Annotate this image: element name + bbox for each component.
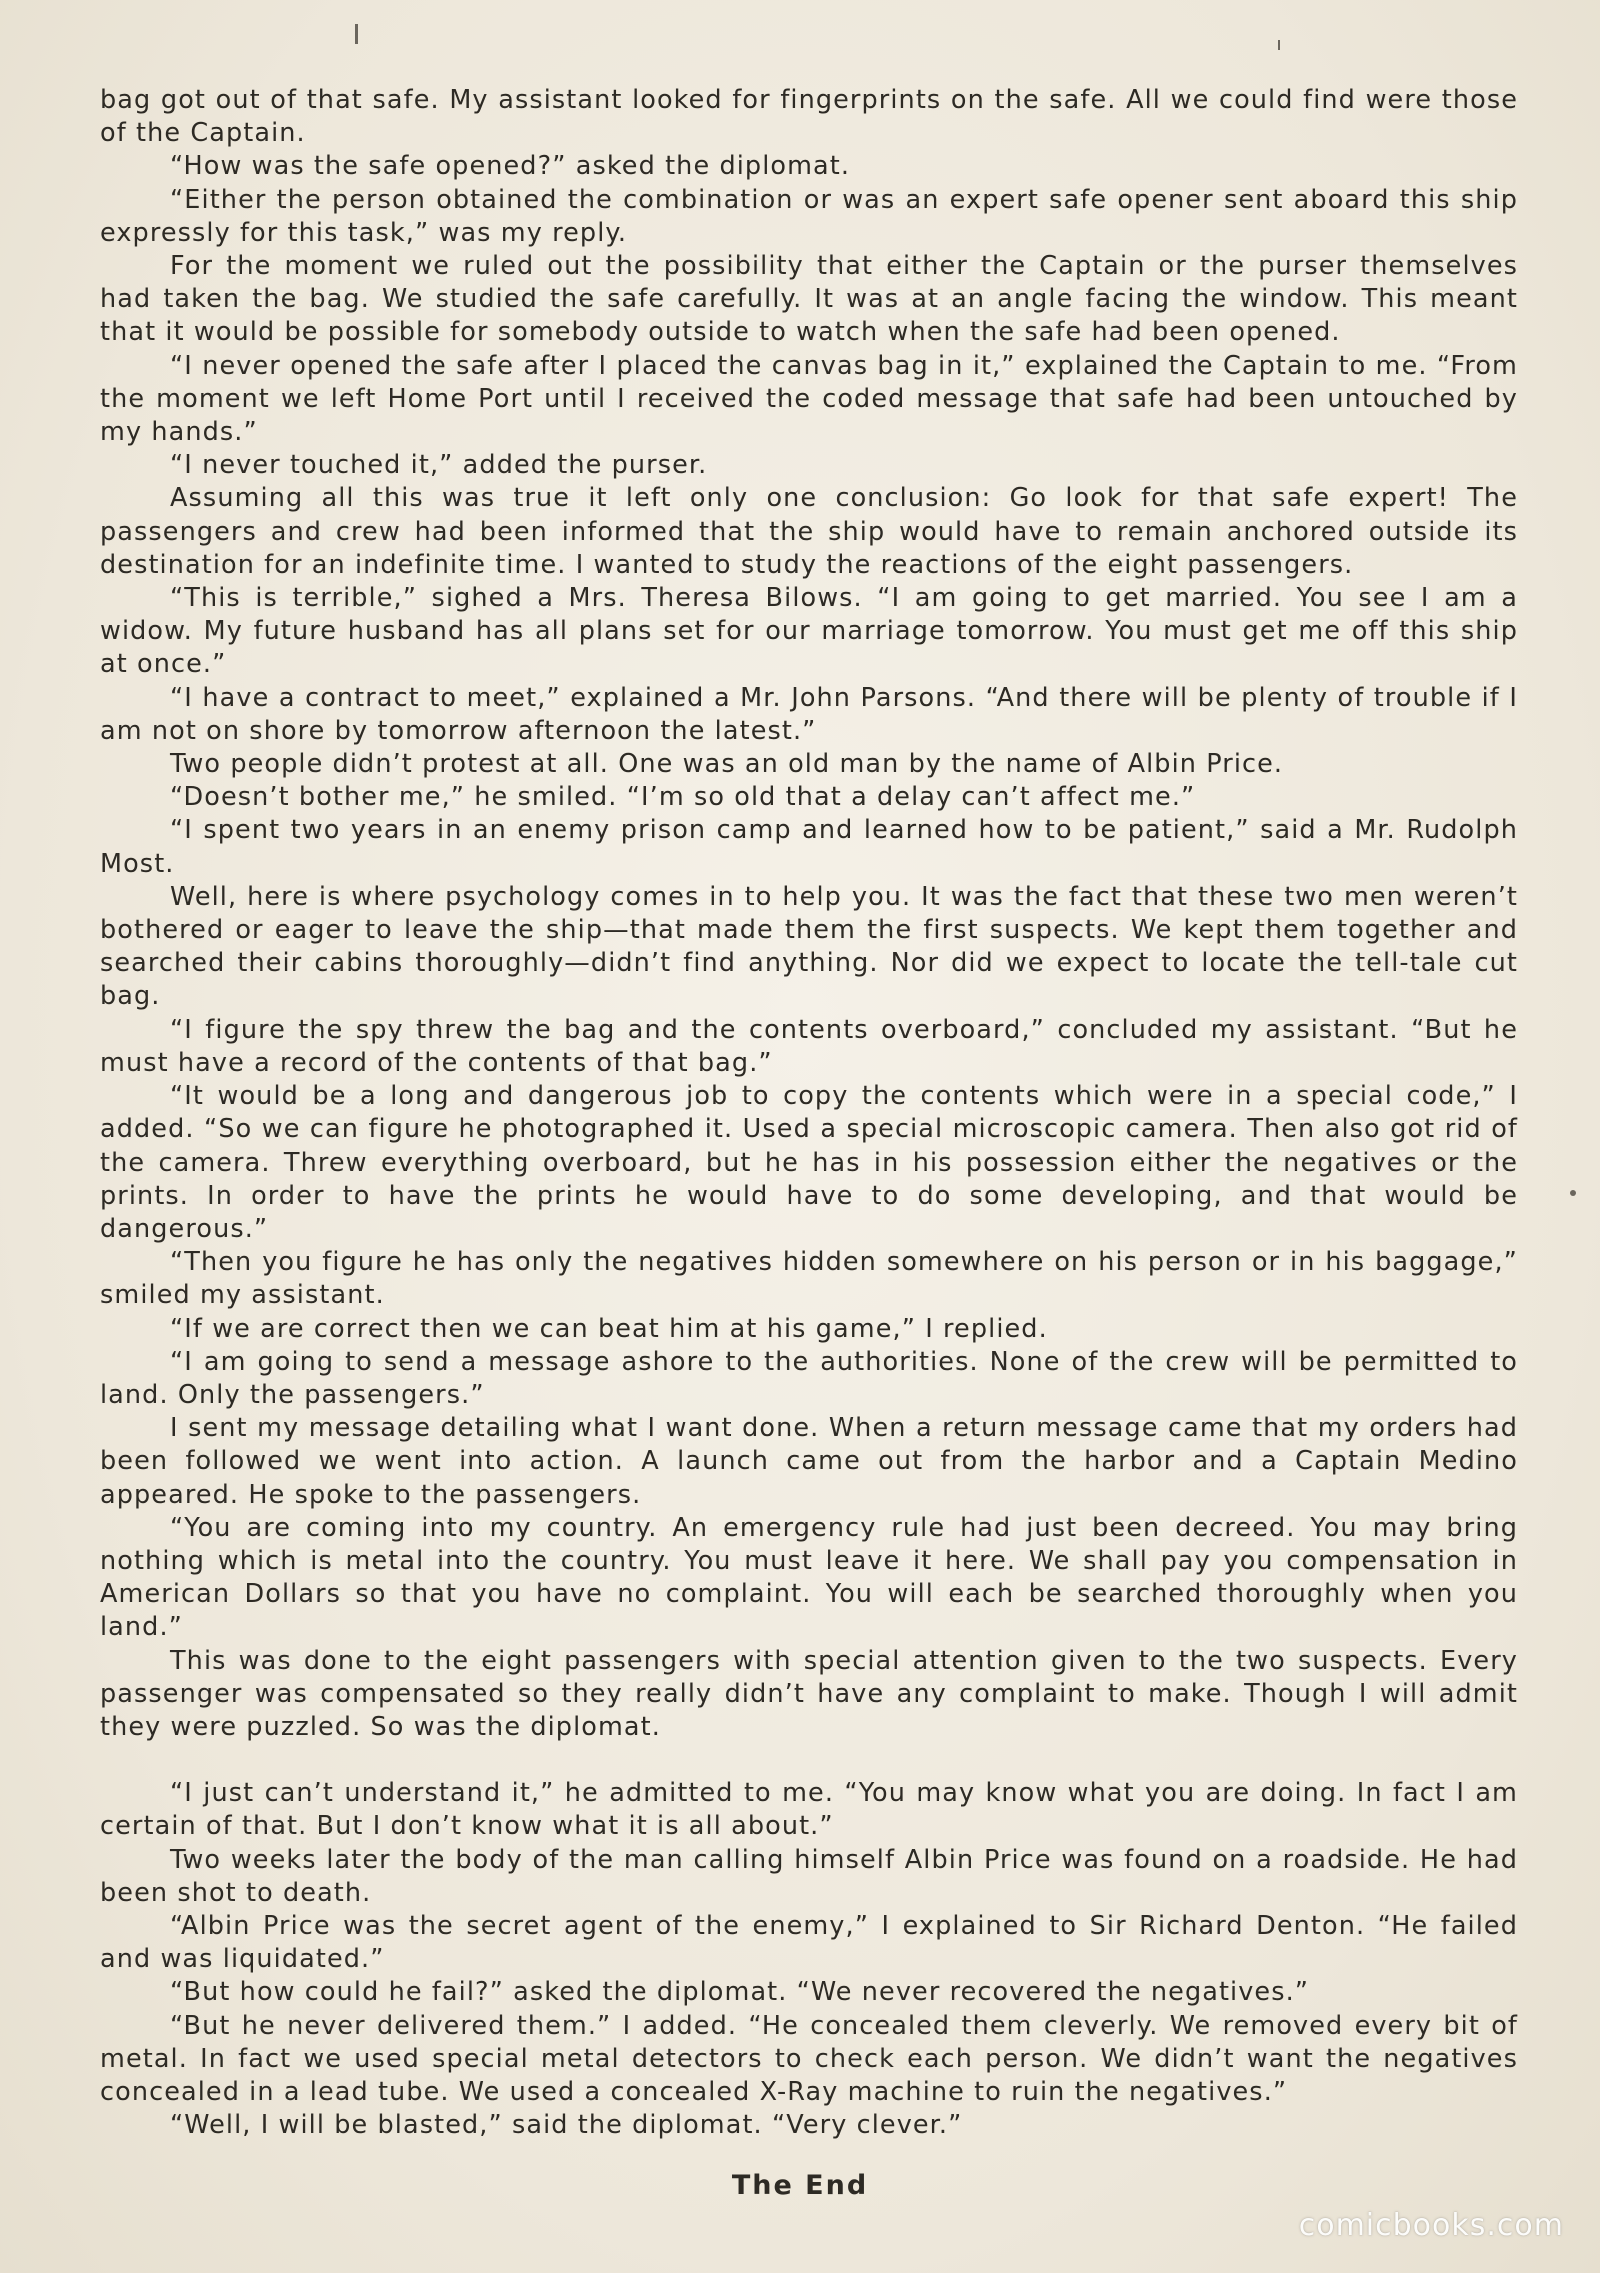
story-paragraph: This was done to the eight passengers with special attention given to the two suspects. Every passenger was compensated so they really didn’t have any complaint to make. Though I will admit they were puzzled. So was the diplomat.	[100, 1645, 1518, 1742]
story-paragraph: “Albin Price was the secret agent of the enemy,” I explained to Sir Richard Denton. “He failed and was liquidated.”	[100, 1910, 1518, 1975]
story-paragraph: Two people didn’t protest at all. One was an old man by the name of Albin Price.	[170, 749, 1284, 780]
story-paragraph: “It would be a long and dangerous job to copy the contents which were in a special code,” I added. “So we can figure he photographed it. Used a special microscopic camera. Then also got rid of the camera. Threw everything overboard, but he has in his possession either the negatives or the prints. In order to have the prints he would have to do some developing, and that would be dangerous.”	[100, 1081, 1518, 1244]
story-paragraph: Two weeks later the body of the man calling himself Albin Price was found on a roadside. He had been shot to death.	[100, 1844, 1518, 1908]
stray-ink-mark	[1570, 1190, 1576, 1196]
story-paragraph: “This is terrible,” sighed a Mrs. Theresa Bilows. “I am going to get married. You see I am a widow. My future husband has all plans set for our marriage tomorrow. You must get me off this ship at once.”	[100, 583, 1518, 680]
story-paragraph: “I figure the spy threw the bag and the contents overboard,” concluded my assistant. “But he must have a record of the contents of that bag.”	[100, 1014, 1518, 1078]
stray-ink-mark	[1278, 40, 1280, 50]
story-paragraph: “I am going to send a message ashore to the authorities. None of the crew will be permitted to land. Only the passengers.”	[100, 1346, 1518, 1410]
story-text-block	[100, 84, 1518, 2142]
story-paragraph: “You are coming into my country. An emergency rule had just been decreed. You may bring nothing which is metal into the country. You must leave it here. We shall pay you compensation in American Dollars so that you have no complaint. You will each be searched thoroughly when you land.”	[100, 1512, 1518, 1643]
watermark-text: comicbooks.com	[1298, 2208, 1564, 2243]
story-paragraph: “How was the safe opened?” asked the diplomat.	[170, 151, 851, 182]
story-paragraph: “Well, I will be blasted,” said the diplomat. “Very clever.”	[170, 2110, 963, 2141]
story-paragraph: “But he never delivered them.” I added. “He concealed them cleverly. We removed every bit of metal. In fact we used special metal detectors to check each person. We didn’t want the negatives concealed in a lead tube. We used a concealed X-Ray machine to ruin the negatives.”	[100, 2010, 1518, 2107]
story-paragraph: “I never touched it,” added the purser.	[170, 450, 708, 481]
story-paragraph: For the moment we ruled out the possibility that either the Captain or the purser themselves had taken the bag. We studied the safe carefully. It was at an angle facing the window. This meant that it would be possible for somebody outside to watch when the safe had been opened.	[100, 251, 1518, 348]
story-paragraph: “I just can’t understand it,” he admitted to me. “You may know what you are doing. In fact I am certain of that. But I don’t know what it is all about.”	[100, 1778, 1518, 1842]
the-end-label: The End	[731, 2170, 869, 2201]
story-paragraph: “Then you figure he has only the negatives hidden somewhere on his person or in his baggage,” smiled my assistant.	[100, 1247, 1518, 1311]
story-paragraph: “If we are correct then we can beat him at his game,” I replied.	[170, 1313, 1048, 1344]
stray-ink-mark	[355, 24, 358, 44]
story-paragraph: bag got out of that safe. My assistant looked for fingerprints on the safe. All we could find were those of the Captain.	[100, 85, 1518, 149]
story-paragraph: “I have a contract to meet,” explained a Mr. John Parsons. “And there will be plenty of trouble if I am not on shore by tomorrow afternoon the latest.”	[100, 682, 1518, 746]
story-paragraph: “Either the person obtained the combination or was an expert safe opener sent aboard this ship expressly for this task,” was my reply.	[100, 184, 1518, 248]
story-paragraph: “I spent two years in an enemy prison camp and learned how to be patient,” said a Mr. Rudolph Most.	[100, 815, 1518, 879]
story-paragraph: “But how could he fail?” asked the diplomat. “We never recovered the negatives.”	[170, 1977, 1310, 2008]
story-paragraph: Assuming all this was true it left only one conclusion: Go look for that safe expert! The passengers and crew had been informed that the ship would have to remain anchored outside its destination for an indefinite time. I wanted to study the reactions of the eight passengers.	[100, 483, 1518, 580]
story-paragraph: I sent my message detailing what I want done. When a return message came that my orders had been followed we went into action. A launch came out from the harbor and a Captain Medino appeared. He spoke to the passengers.	[100, 1413, 1518, 1510]
story-paragraph: “I never opened the safe after I placed the canvas bag in it,” explained the Captain to me. “From the moment we left Home Port until I received the coded message that safe had been untouched by my hands.”	[100, 350, 1518, 448]
story-paragraph: Well, here is where psychology comes in to help you. It was the fact that these two men weren’t bothered or eager to leave the ship—that made them the first suspects. We kept them together and searched their cabins thoroughly—didn’t find anything. Nor did we expect to locate the tell-tale cut bag.	[100, 881, 1518, 1012]
story-paragraph: “Doesn’t bother me,” he smiled. “I’m so old that a delay can’t affect me.”	[170, 782, 1196, 813]
